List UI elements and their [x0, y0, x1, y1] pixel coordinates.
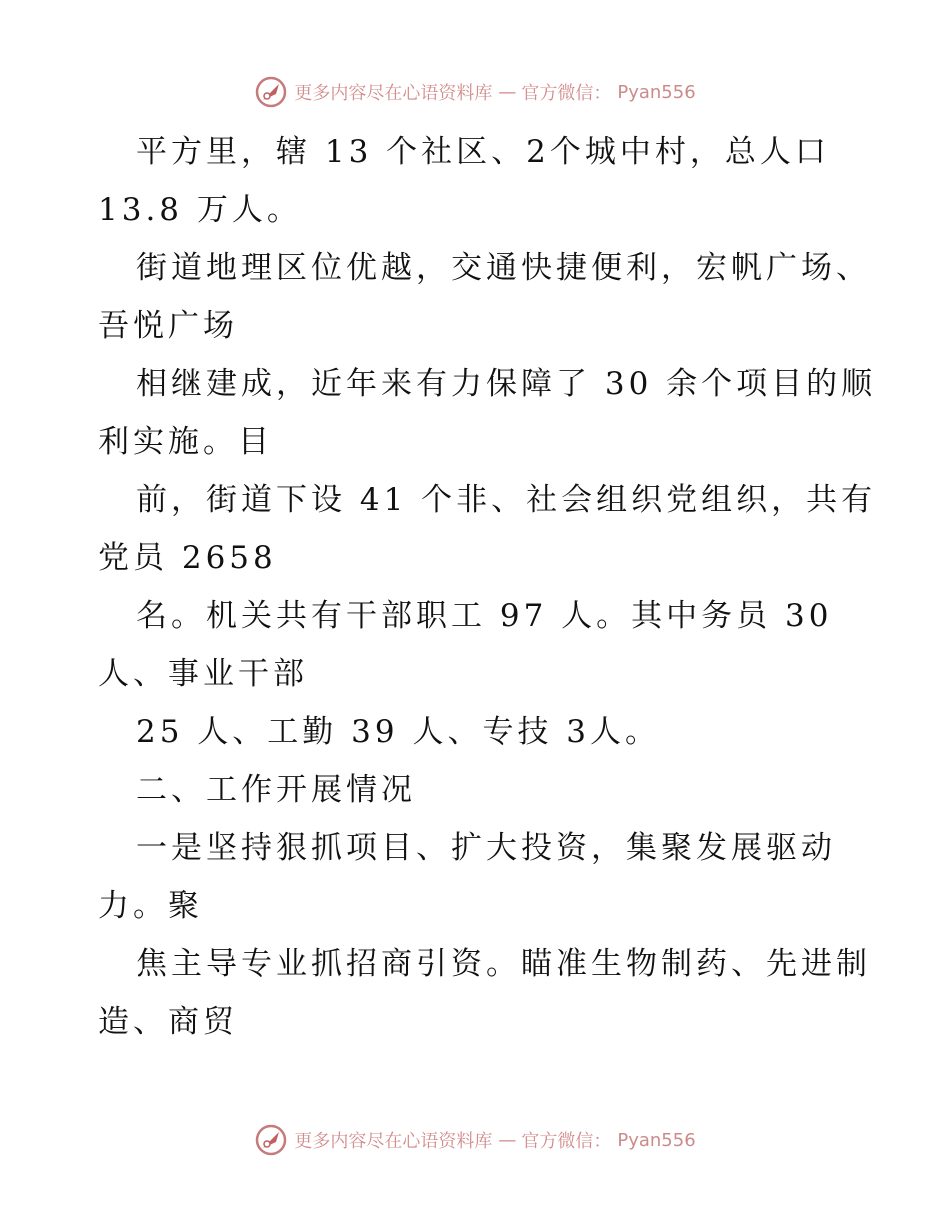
paragraph-line: 造、商贸: [98, 1004, 238, 1040]
paragraph-line: 平方里，辖 13 个社区、2个城中村，总人口: [136, 134, 830, 170]
paragraph-line: 一是坚持狠抓项目、扩大投资，集聚发展驱动: [136, 830, 836, 866]
paragraph-line: 13.8 万人。: [98, 192, 302, 228]
paragraph-line: 25 人、工勤 39 人、专技 3人。: [136, 714, 661, 750]
section-heading: 二、工作开展情况: [136, 772, 416, 808]
paragraph-line: 相继建成，近年来有力保障了 30 余个项目的顺: [136, 366, 877, 402]
paragraph-line: 名。机关共有干部职工 97 人。其中务员 30: [136, 598, 833, 634]
banner-wechat-label: 官方微信：: [521, 1131, 612, 1152]
quill-logo-icon: [254, 75, 288, 109]
banner-text: 更多内容尽在心语资料库: [294, 1131, 493, 1152]
paragraph-line: 人、事业干部: [98, 656, 308, 692]
paragraph-line: 焦主导专业抓招商引资。瞄准生物制药、先进制: [136, 946, 871, 982]
banner-wechat-id: Pyan556: [617, 1129, 696, 1151]
quill-logo-icon: [254, 1123, 288, 1157]
banner-separator: —: [498, 81, 516, 103]
banner-text: 更多内容尽在心语资料库: [294, 83, 493, 104]
paragraph-line: 利实施。目: [98, 424, 273, 460]
header-watermark-banner: [0, 72, 950, 112]
banner-wechat-label: 官方微信：: [521, 83, 612, 104]
paragraph-line: 吾悦广场: [98, 308, 238, 344]
paragraph-line: 党员 2658: [98, 540, 277, 576]
footer-watermark-banner: [0, 1120, 950, 1160]
paragraph-line: 力。聚: [98, 888, 203, 924]
paragraph-line: 前，街道下设 41 个非、社会组织党组织，共有: [136, 482, 877, 518]
banner-separator: —: [498, 1129, 516, 1151]
banner-wechat-id: Pyan556: [617, 81, 696, 103]
document-body: [98, 123, 877, 1051]
paragraph-line: 街道地理区位优越，交通快捷便利，宏帆广场、: [136, 250, 871, 286]
